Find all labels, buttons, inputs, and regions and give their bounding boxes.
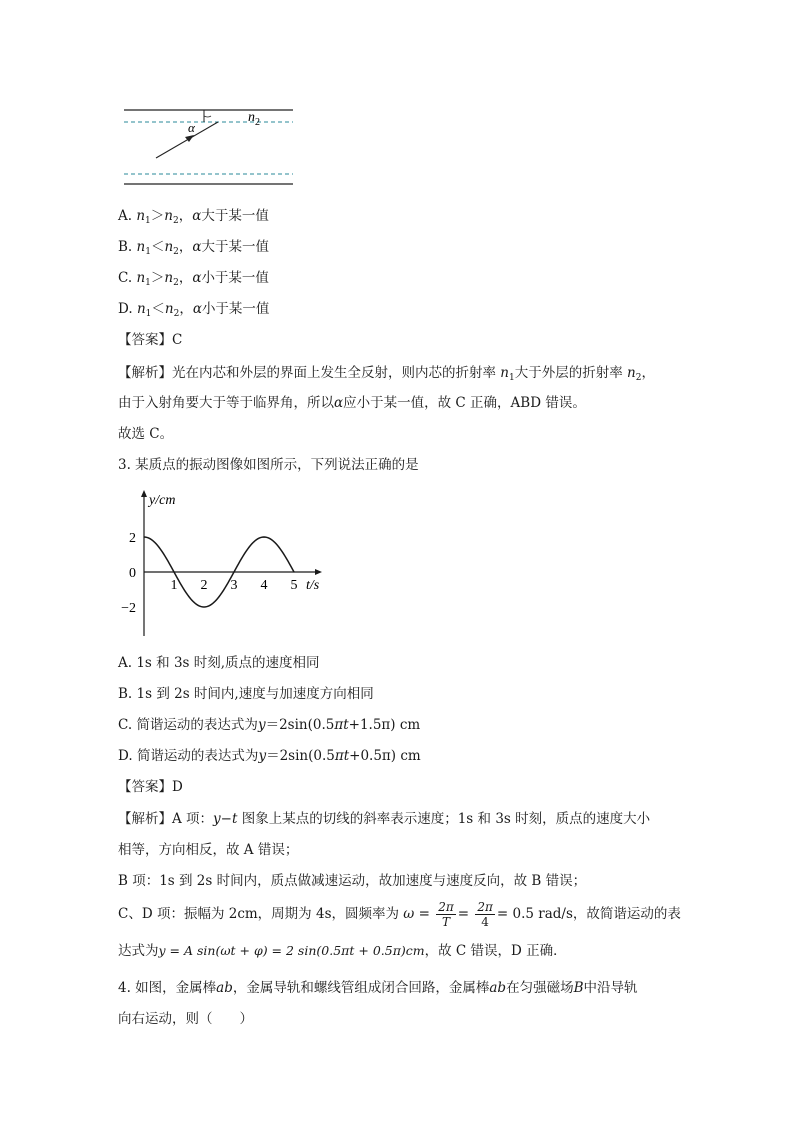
q3-option-d: D. 简谐运动的表达式为y＝2sin(0.5πt+0.5π) cm xyxy=(118,748,421,764)
x-axis-label: t/s xyxy=(306,578,320,593)
alpha-label: α xyxy=(188,120,195,135)
incident-ray xyxy=(156,122,218,158)
omega-fraction-1: $\frac{2\pi}{T}$ xyxy=(438,900,454,929)
vibration-chart xyxy=(118,486,338,646)
x-axis-arrow-icon xyxy=(315,569,322,575)
data-point xyxy=(151,539,152,540)
data-point xyxy=(211,604,212,605)
q4-stem-line2: 向右运动，则（ ） xyxy=(118,1011,253,1027)
data-point xyxy=(286,558,287,559)
data-point xyxy=(173,571,174,572)
x-tick-label: 4 xyxy=(260,578,268,593)
q2-answer: 【答案】C xyxy=(118,332,183,348)
q4-stem-line1: 4. 如图，金属棒ab，金属导轨和螺线管组成闭合回路，金属棒ab在匀强磁场B中沿导轨 xyxy=(118,980,638,996)
n2-label: $n_2$ xyxy=(248,110,260,128)
data-point xyxy=(263,536,264,537)
q2-analysis-line2: 由于入射角要大于等于临界角，所以α应小于某一值，故 C 正确，ABD 错误。 xyxy=(118,395,586,411)
q3-analysis-cd1: C、D 项：振幅为 2cm，周期为 4s，圆频率为 ω = $\frac{2\pi}{T}$ = $\frac{2\pi}{4}$ = 0.5 rad/s，故简谐运动的表 xyxy=(118,900,681,929)
data-point xyxy=(188,596,189,597)
data-point xyxy=(256,539,257,540)
data-point xyxy=(293,571,294,572)
q3-analysis-b: B 项：1s 到 2s 时间内，质点做减速运动，故加速度与速度反向，故 B 错误； xyxy=(118,873,587,889)
q3-option-b: B. 1s 到 2s 时间内,速度与加速度方向相同 xyxy=(118,686,374,702)
data-point xyxy=(233,571,234,572)
data-point xyxy=(181,585,182,586)
omega-fraction-2: $\frac{2\pi}{4}$ xyxy=(477,900,493,929)
q3-option-a: A. 1s 和 3s 时刻,质点的速度相同 xyxy=(118,655,320,671)
data-point xyxy=(143,536,144,537)
q3-answer: 【答案】D xyxy=(118,779,183,795)
q3-stem: 3. 某质点的振动图像如图所示，下列说法正确的是 xyxy=(118,457,419,473)
q2-option-b: B. $n_1<n_2$，α大于某一值 xyxy=(118,239,270,257)
q2-option-c: C. $n_1>n_2$，α小于某一值 xyxy=(118,270,269,288)
data-point xyxy=(248,547,249,548)
x-tick-label: 5 xyxy=(290,578,298,593)
y-tick-label: 2 xyxy=(129,531,136,546)
q3-analysis-a2: 相等，方向相反，故 A 错误； xyxy=(118,842,299,858)
fiber-diagram xyxy=(118,102,298,192)
data-point xyxy=(203,606,204,607)
x-tick-label: 3 xyxy=(230,578,238,593)
q2-option-a: A. $n_1>n_2$，α大于某一值 xyxy=(118,208,269,226)
data-point xyxy=(166,558,167,559)
y-tick-label: 0 xyxy=(129,566,136,581)
data-point xyxy=(226,585,227,586)
q2-option-d: D. $n_1<n_2$，α小于某一值 xyxy=(118,301,270,319)
data-point xyxy=(271,539,272,540)
data-point xyxy=(158,547,159,548)
data-point xyxy=(218,596,219,597)
q3-analysis-a1: 【解析】A 项：y−t 图象上某点的切线的斜率表示速度；1s 和 3s 时刻，质点的速度大小 xyxy=(118,811,651,827)
q3-option-c: C. 简谐运动的表达式为y＝2sin(0.5πt+1.5π) cm xyxy=(118,717,421,733)
y-tick-label: −2 xyxy=(121,601,136,616)
data-point xyxy=(196,604,197,605)
y-axis-arrow-icon xyxy=(141,490,147,497)
q3-analysis-cd2: 达式为y = A sin(ωt + φ) = 2 sin(0.5πt + 0.5π)cm，故 C 错误，D 正确． xyxy=(118,943,567,959)
data-point xyxy=(278,547,279,548)
data-point xyxy=(241,558,242,559)
angle-arc xyxy=(204,116,211,117)
q2-conclusion: 故选 C。 xyxy=(118,426,174,442)
x-tick-label: 1 xyxy=(170,578,178,593)
y-axis-label: y/cm xyxy=(149,493,176,508)
x-tick-label: 2 xyxy=(200,578,208,593)
q2-analysis-line1: 【解析】光在内芯和外层的界面上发生全反射，则内芯的折射率 $n_1$大于外层的折射率 $n_2$， xyxy=(118,365,655,383)
